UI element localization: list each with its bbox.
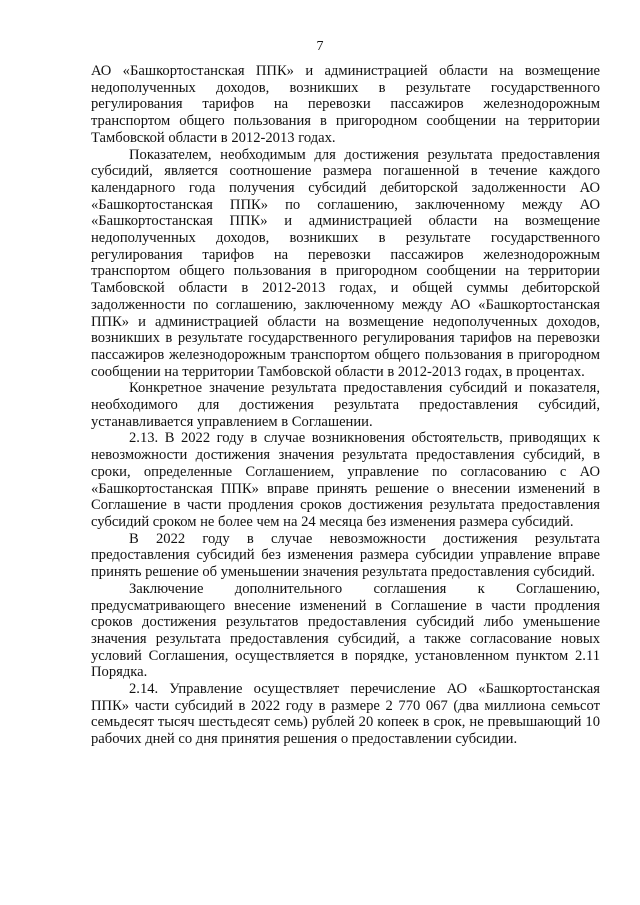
paragraph-clause-2-13: 2.13. В 2022 году в случае возникновения обстоятельств, приводящих к невозможности достижения значения результата предоставления субсидий, в сроки, определенные Соглашением, управление по согласованию с АО «Башкортостанская ППК» вправе принять решение о внесении изменений в Соглашение в части продления сроков достижения результата предоставления субсидий сроком не более чем на 24 месяца без изменения размера субсидий.	[91, 430, 600, 530]
paragraph-clause-2-14: 2.14. Управление осуществляет перечисление АО «Башкортостанская ППК» части субсидий в 2022 году в размере 2 770 067 (два миллиона семьсот семьдесят тысяч шестьдесят семь) рублей 20 копеек в срок, не превышающий 10 рабочих дней со дня принятия решения о предоставлении субсидии.	[91, 681, 600, 748]
document-body	[91, 63, 600, 748]
paragraph-continuation: АО «Башкортостанская ППК» и администрацией области на возмещение недополученных доходов, возникших в результате государственного регулирования тарифов на перевозки пассажиров железнодорожным транспортом общего пользования в пригородном сообщении на территории Тамбовской области в 2012-2013 годах.	[91, 63, 600, 146]
paragraph-reduction: В 2022 году в случае невозможности достижения результата предоставления субсидий без изменения размера субсидии управление вправе принять решение об уменьшении значения результата предоставления субсидий.	[91, 530, 600, 581]
page-number: 7	[316, 39, 324, 54]
paragraph-indicator: Показателем, необходимым для достижения результата предоставления субсидий, является соотношение размера погашенной в течение каждого календарного года получения субсидий дебиторской задолженности АО «Башкортостанская ППК» по соглашению, заключенному между АО «Башкортостанская ППК» и администрацией области на возмещение недополученных доходов, возникших в результате государственного регулирования тарифов на перевозки пассажиров железнодорожным транспортом общего пользования в пригородном сообщении на территории Тамбовской области в 2012-2013 годах, и общей суммы дебиторской задолженности по соглашению, заключенному между АО «Башкортостанская ППК» и администрацией области на возмещение недополученных доходов, возникших в результате государственного регулирования тарифов на перевозки пассажиров железнодорожным транспортом общего пользования в пригородном сообщении на территории Тамбовской области в 2012-2013 годах, в процентах.	[91, 146, 600, 380]
paragraph-specific-value: Конкретное значение результата предоставления субсидий и показателя, необходимого для достижения результата предоставления субсидий, устанавливается управлением в Соглашении.	[91, 380, 600, 430]
paragraph-supplementary-agreement: Заключение дополнительного соглашения к Соглашению, предусматривающего внесение изменений в Соглашение в части продления сроков достижения результатов предоставления субсидий либо уменьшение значения результата предоставления субсидий, а также согласование новых условий Соглашения, осуществляется в порядке, установленном пунктом 2.11 Порядка.	[91, 580, 600, 681]
